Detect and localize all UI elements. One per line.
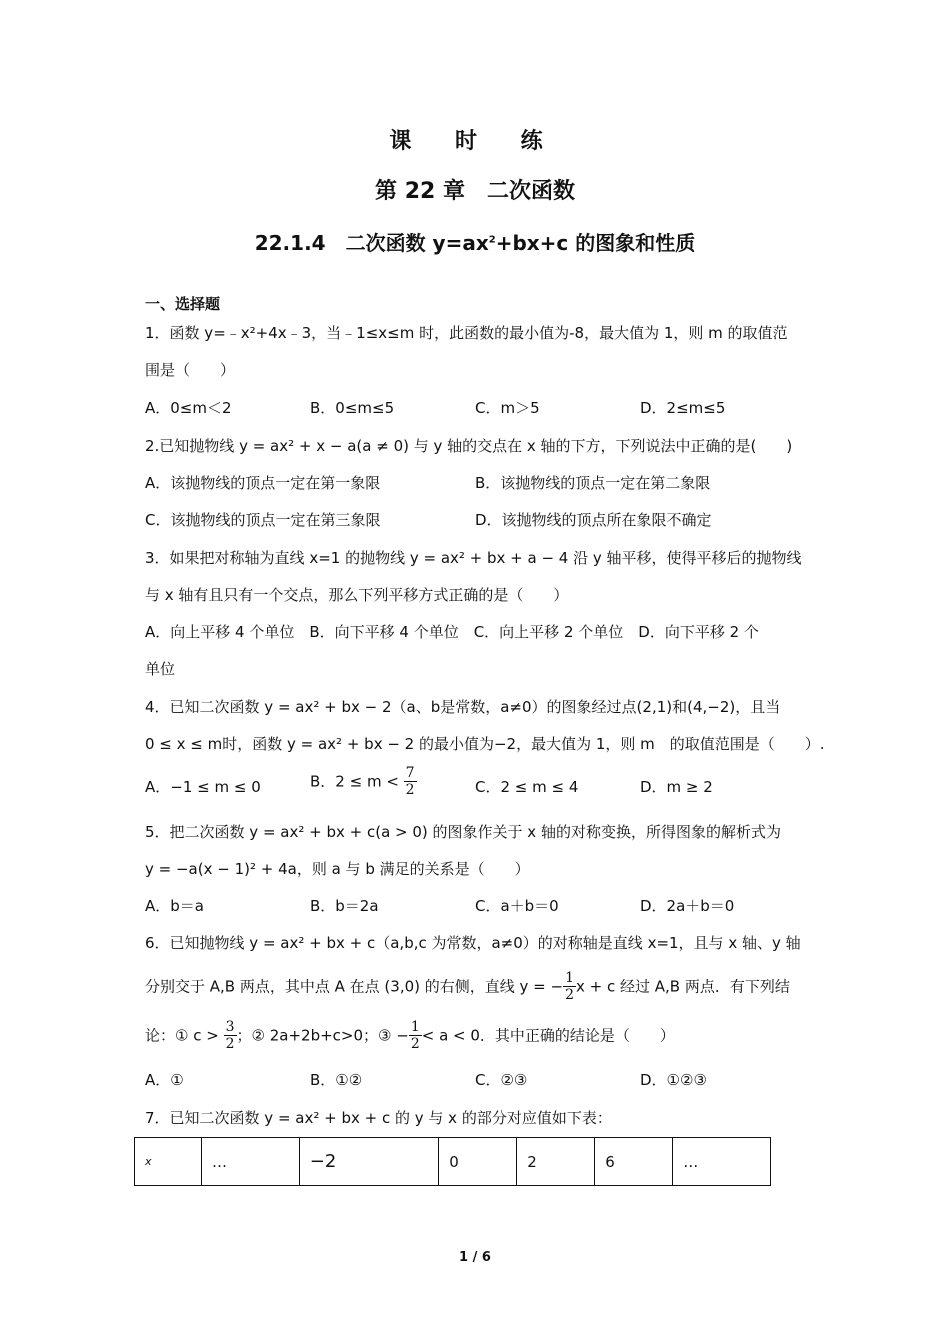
document-title: 课 时 练 — [389, 129, 561, 154]
q1-line2: 围是（ ） — [145, 361, 236, 379]
q5-option-b: B．b＝2a — [310, 897, 379, 915]
section-heading: 一、选择题 — [145, 295, 221, 313]
q1-option-b: B．0≤m≤5 — [310, 399, 395, 417]
q6-line3: 论：① c > $\frac{3}{2}$ ；② 2a+2b+c>0；③ − $\frac{1}{2}$ < a < 0．其中正确的结论是（ ） — [145, 1019, 675, 1052]
q5-line2: y = −a(x − 1)² + 4a，则 a 与 b 满足的关系是（ ） — [145, 860, 530, 878]
table-cell: −2 — [299, 1138, 439, 1186]
q7-stem: 7．已知二次函数 y = ax² + bx + c 的 y 与 x 的部分对应值如下表： — [145, 1109, 612, 1127]
table-row — [135, 1138, 771, 1186]
q4-option-a: A．−1 ≤ m ≤ 0 — [145, 778, 261, 796]
q1-option-d: D．2≤m≤5 — [640, 399, 726, 417]
q6-option-c: C．②③ — [475, 1071, 528, 1089]
table-cell: 2 — [517, 1138, 595, 1186]
q2-option-a: A．该抛物线的顶点一定在第一象限 — [145, 474, 381, 492]
table-cell: … — [673, 1138, 771, 1186]
fraction: $\frac{7}{2}$ — [405, 765, 415, 798]
fraction: $\frac{1}{2}$ — [410, 1019, 420, 1052]
page-number: 1 / 6 — [459, 1250, 491, 1265]
q5-option-c: C．a＋b＝0 — [475, 897, 559, 915]
q5-option-a: A．b＝a — [145, 897, 204, 915]
q1-option-a: A．0≤m＜2 — [145, 399, 232, 417]
q6-option-b: B．①② — [310, 1071, 363, 1089]
table-cell: x — [135, 1138, 202, 1186]
q4-line1: 4．已知二次函数 y = ax² + bx − 2（a、b是常数，a≠0）的图象经过点(2,1)和(4,−2)，且当 — [145, 698, 781, 716]
table-cell: 6 — [595, 1138, 673, 1186]
q4-option-b: B．2 ≤ m < $\frac{7}{2}$ — [310, 765, 415, 798]
q5-option-d: D．2a＋b＝0 — [640, 897, 735, 915]
q2-option-b: B．该抛物线的顶点一定在第二象限 — [475, 474, 711, 492]
q3-line1: 3．如果把对称轴为直线 x=1 的抛物线 y = ax² + bx + a − 4 沿 y 轴平移，使得平移后的抛物线 — [145, 549, 802, 567]
q4-option-c: C．2 ≤ m ≤ 4 — [475, 778, 579, 796]
q5-line1: 5．把二次函数 y = ax² + bx + c(a > 0) 的图象作关于 x 轴的对称变换，所得图象的解析式为 — [145, 823, 781, 841]
q2-stem: 2.已知抛物线 y = ax² + x − a(a ≠ 0) 与 y 轴的交点在 x 轴的下方，下列说法中正确的是( ) — [145, 437, 793, 455]
q2-option-c: C．该抛物线的顶点一定在第三象限 — [145, 511, 381, 529]
q6-line1: 6．已知抛物线 y = ax² + bx + c（a,b,c 为常数，a≠0）的对称轴是直线 x=1，且与 x 轴、y 轴 — [145, 934, 801, 952]
fraction: $\frac{1}{2}$ — [565, 970, 574, 1003]
q4-line2: 0 ≤ x ≤ m时，函数 y = ax² + bx − 2 的最小值为−2，最大值为 1，则 m 的取值范围是（ ）. — [145, 735, 825, 753]
table-cell: … — [202, 1138, 300, 1186]
chapter-title: 第 22 章 二次函数 — [375, 179, 575, 204]
q3-options-cont: 单位 — [145, 660, 176, 678]
q6-option-a: A．① — [145, 1071, 184, 1089]
q6-line2: 分别交于 A,B 两点，其中点 A 在点 (3,0) 的右侧，直线 y = − $\frac{1}{2}$ x + c 经过 A,B 两点．有下列结 — [145, 970, 790, 1003]
q2-option-d: D．该抛物线的顶点所在象限不确定 — [475, 511, 712, 529]
q3-line2: 与 x 轴有且只有一个交点，那么下列平移方式正确的是（ ） — [145, 586, 569, 604]
value-table — [134, 1137, 771, 1186]
q6-option-d: D．①②③ — [640, 1071, 707, 1089]
fraction: $\frac{3}{2}$ — [225, 1019, 235, 1052]
lesson-title: 22.1.4 二次函数 $y=ax^2+bx+c$ 的图象和性质 — [254, 231, 696, 255]
q1-line1: 1．函数 y=﹣x²+4x﹣3，当﹣1≤x≤m 时，此函数的最小值为-8，最大值为 1，则 m 的取值范 — [145, 324, 788, 342]
q1-option-c: C．m＞5 — [475, 399, 540, 417]
table-cell: 0 — [439, 1138, 517, 1186]
q4-option-d: D．m ≥ 2 — [640, 778, 713, 796]
q3-options: A．向上平移 4 个单位 B．向下平移 4 个单位 C．向上平移 2 个单位 D．向下平移 2 个 — [145, 623, 759, 641]
